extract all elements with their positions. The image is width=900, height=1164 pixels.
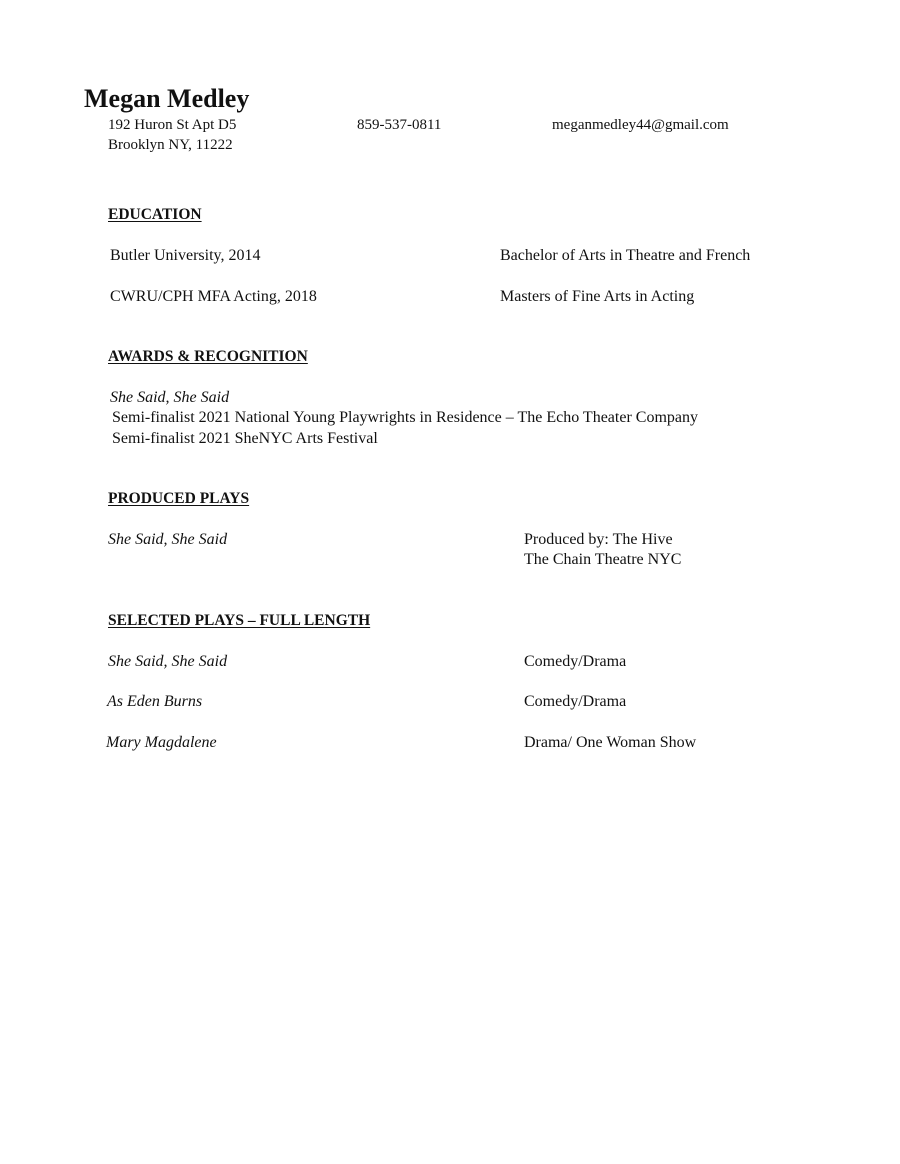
education-degree-1: Bachelor of Arts in Theatre and French <box>500 247 751 264</box>
awards-play-title: She Said, She Said <box>110 389 230 406</box>
award-item-2: Semi-finalist 2021 SheNYC Arts Festival <box>112 430 378 447</box>
selected-play-genre-1: Comedy/Drama <box>524 653 627 670</box>
education-school-1: Butler University, 2014 <box>110 247 261 264</box>
produced-by: Produced by: The Hive <box>524 531 673 548</box>
address-line-1: 192 Huron St Apt D5 <box>108 117 237 133</box>
produced-play-title: She Said, She Said <box>108 531 228 548</box>
education-school-2: CWRU/CPH MFA Acting, 2018 <box>110 288 317 305</box>
education-degree-2: Masters of Fine Arts in Acting <box>500 288 695 305</box>
selected-heading: SELECTED PLAYS – FULL LENGTH <box>108 612 371 629</box>
resume-name: Megan Medley <box>84 84 250 113</box>
education-heading: EDUCATION <box>108 206 202 223</box>
selected-play-genre-3: Drama/ One Woman Show <box>524 734 697 751</box>
selected-play-title-1: She Said, She Said <box>108 653 228 670</box>
selected-play-genre-2: Comedy/Drama <box>524 693 627 710</box>
address-line-2: Brooklyn NY, 11222 <box>108 137 233 153</box>
award-item-1: Semi-finalist 2021 National Young Playwrights in Residence – The Echo Theater Company <box>112 409 698 426</box>
selected-play-title-2: As Eden Burns <box>107 693 203 710</box>
email-address: meganmedley44@gmail.com <box>552 117 729 133</box>
produced-venue: The Chain Theatre NYC <box>524 551 682 568</box>
selected-play-title-3: Mary Magdalene <box>106 734 217 751</box>
phone-number: 859-537-0811 <box>357 117 442 133</box>
produced-heading: PRODUCED PLAYS <box>108 490 250 507</box>
awards-heading: AWARDS & RECOGNITION <box>108 348 308 365</box>
